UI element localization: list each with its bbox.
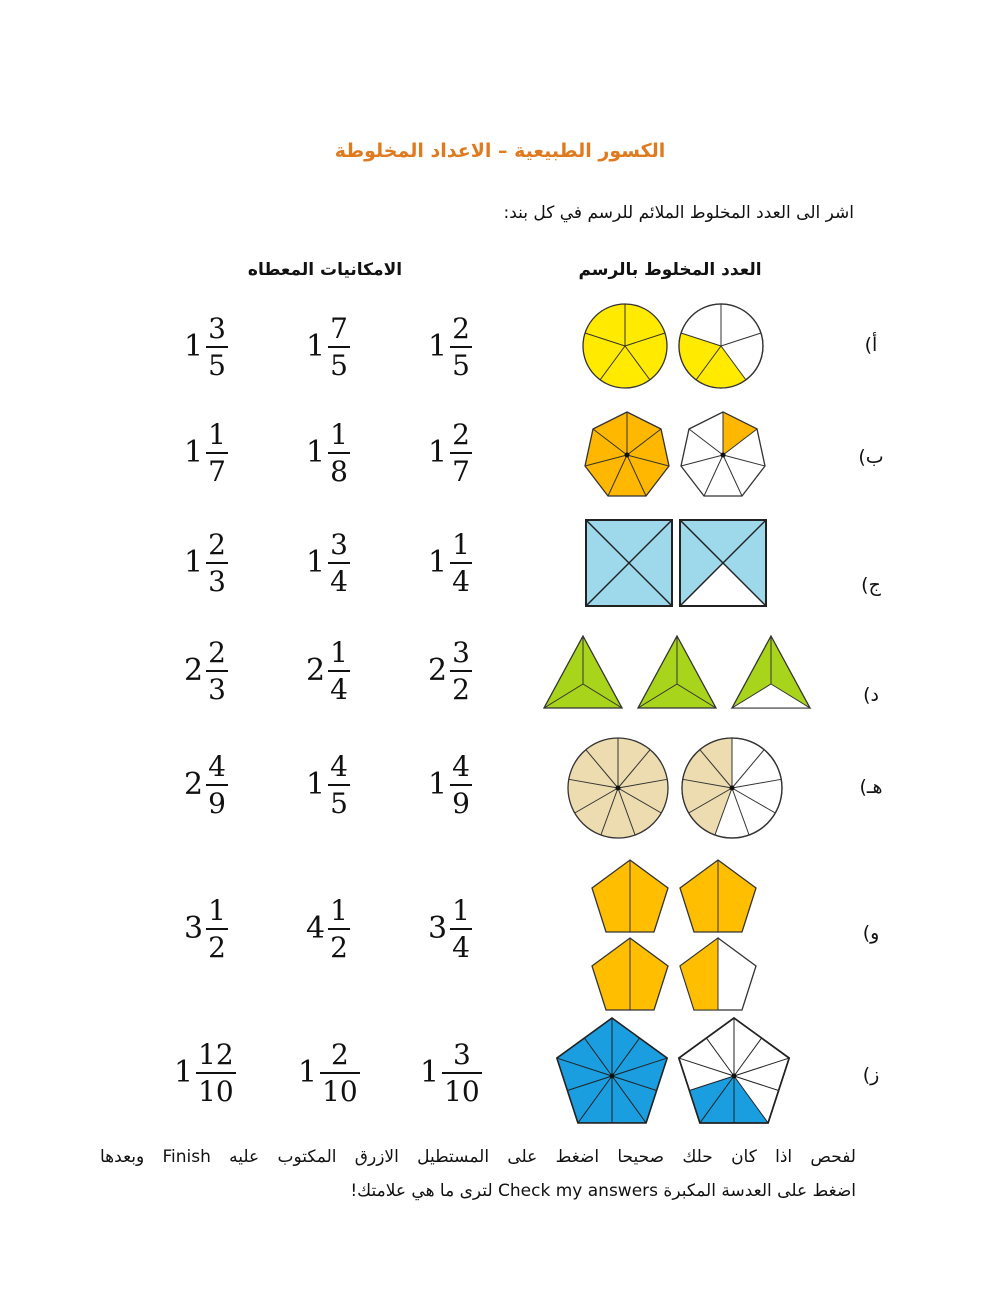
- row-label-d: د): [863, 684, 879, 706]
- triangle-2: [638, 636, 716, 708]
- figure-f-pentagons: [590, 858, 760, 1018]
- figure-g-pentagons: [552, 1020, 798, 1130]
- full-circle-fifths: [583, 304, 667, 388]
- triangle-1: [544, 636, 622, 708]
- option-a-2[interactable]: 1 $\frac{7}{5}$: [306, 312, 348, 383]
- footer-line-1: لفحص اذا كان حلك صحيحا اضغط على المستطيل الازرق المكتوب عليه Finish وبعدها: [100, 1147, 856, 1167]
- pentagon-4-partial: [680, 938, 756, 1010]
- option-b-3[interactable]: 1 $\frac{1}{7}$: [184, 418, 226, 489]
- full-pentagon-tenths: [557, 1018, 667, 1123]
- footer-line-2: اضغط على العدسة المكبرة Check my answers لترى ما هي علامتك!: [350, 1181, 856, 1201]
- option-c-2[interactable]: 1 $\frac{3}{4}$: [306, 528, 348, 599]
- option-f-3[interactable]: 3 $\frac{1}{2}$: [184, 894, 226, 965]
- partial-circle-ninths: [682, 738, 782, 838]
- partial-pentagon-tenths: [679, 1018, 789, 1123]
- option-b-1[interactable]: 1 $\frac{2}{7}$: [428, 418, 470, 489]
- row-label-e: هـ): [859, 776, 883, 798]
- option-g-2[interactable]: 1 $\frac{2}{10}$: [298, 1038, 358, 1109]
- option-g-1[interactable]: 1 $\frac{3}{10}$: [420, 1038, 480, 1109]
- instruction-text: اشر الى العدد المخلوط الملائم للرسم في كل بند:: [503, 203, 854, 223]
- row-label-f: و): [862, 922, 880, 944]
- pentagon-1: [592, 860, 668, 932]
- figure-b-heptagons: [582, 410, 770, 500]
- partial-circle-fifths: [679, 304, 763, 388]
- full-circle-ninths: [568, 738, 668, 838]
- row-label-a: أ): [864, 334, 878, 356]
- column-header-drawing: العدد المخلوط بالرسم: [578, 260, 762, 280]
- option-a-3[interactable]: 1 $\frac{3}{5}$: [184, 312, 226, 383]
- option-g-3[interactable]: 1 $\frac{12}{10}$: [174, 1038, 234, 1109]
- figure-a-circles: [582, 302, 770, 390]
- full-heptagon: [585, 412, 669, 496]
- figure-d-triangles: [542, 634, 816, 710]
- figure-e-circles: [566, 736, 786, 840]
- figure-c-squares: [584, 518, 770, 608]
- row-label-c: ج): [861, 574, 881, 596]
- worksheet-title: الكسور الطبيعية – الاعداد المخلوطة: [334, 140, 666, 162]
- option-e-3[interactable]: 2 $\frac{4}{9}$: [184, 750, 226, 821]
- option-d-2[interactable]: 2 $\frac{1}{4}$: [306, 636, 348, 707]
- option-c-3[interactable]: 1 $\frac{2}{3}$: [184, 528, 226, 599]
- option-a-1[interactable]: 1 $\frac{2}{5}$: [428, 312, 470, 383]
- option-e-2[interactable]: 1 $\frac{4}{5}$: [306, 750, 348, 821]
- option-f-2[interactable]: 4 $\frac{1}{2}$: [306, 894, 348, 965]
- option-d-3[interactable]: 2 $\frac{2}{3}$: [184, 636, 226, 707]
- full-square-quarters: [586, 520, 672, 606]
- pentagon-2: [680, 860, 756, 932]
- row-label-g: ز): [862, 1064, 880, 1086]
- option-d-1[interactable]: 2 $\frac{3}{2}$: [428, 636, 470, 707]
- option-b-2[interactable]: 1 $\frac{1}{8}$: [306, 418, 348, 489]
- option-c-1[interactable]: 1 $\frac{1}{4}$: [428, 528, 470, 599]
- row-label-b: ب): [858, 446, 884, 468]
- option-f-1[interactable]: 3 $\frac{1}{4}$: [428, 894, 470, 965]
- triangle-3-partial: [732, 636, 810, 708]
- pentagon-3: [592, 938, 668, 1010]
- partial-square-quarters: [680, 520, 766, 606]
- option-e-1[interactable]: 1 $\frac{4}{9}$: [428, 750, 470, 821]
- column-header-options: الامكانيات المعطاه: [247, 260, 403, 280]
- footer-instructions: [100, 1140, 856, 1208]
- partial-heptagon: [681, 412, 765, 496]
